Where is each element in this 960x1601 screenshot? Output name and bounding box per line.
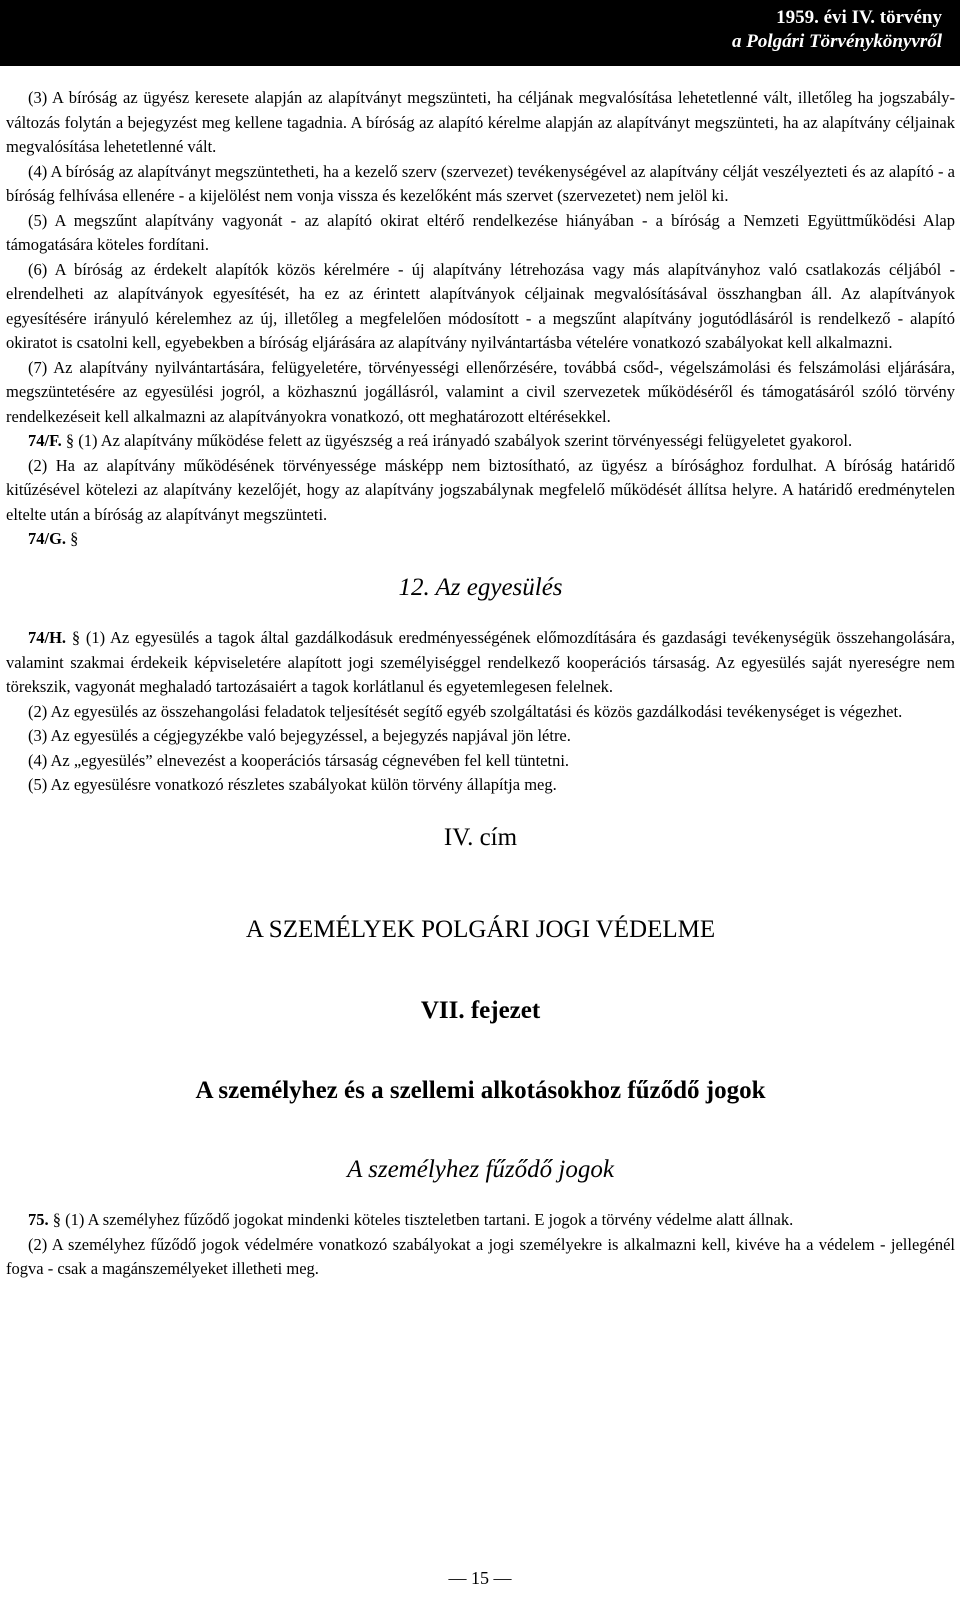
section-number-74h: 74/H.	[28, 628, 67, 647]
header-act-title: 1959. évi IV. törvény	[776, 7, 942, 28]
paragraph-74e-4: (4) A bíróság az alapítványt megszüntetheti, ha a kezelő szerv (szervezet) tevékenységével az alapítvány célját veszélyezteti és az alapító - a bíróság felhívása ellenére - a kijelölést nem vonja vissza és kezelőként más szervet (szervezetet) nem jelöl ki.	[6, 161, 955, 205]
running-header	[0, 0, 960, 66]
paragraph-74h-1	[6, 626, 955, 700]
chapter-subtitle: A személyhez és a szellemi alkotásokhoz fűződő jogok	[195, 1077, 766, 1104]
section-number-74f: 74/F.	[28, 431, 62, 450]
paragraph-74h-2: (2) Az egyesülés az összehangolási feladatok teljesítését segítő egyéb szolgáltatási és közös gazdálkodási tevékenységet is végezhet.	[28, 701, 903, 721]
paragraph-74h-4: (4) Az „egyesülés” elnevezést a kooperációs társaság cégnevében fel kell tüntetni.	[28, 750, 570, 770]
section-number-74g: 74/G.	[28, 529, 67, 548]
document-body	[6, 86, 955, 1282]
paragraph-75-2: (2) A személyhez fűződő jogok védelmére vonatkozó szabályokat a jogi személyekre is alkalmazni kell, kivéve ha a védelem - jellegénél fogva - csak a magánszemélyeket illetheti meg.	[6, 1234, 955, 1278]
paragraph-75-1-text: § (1) A személyhez fűződő jogokat mindenki köteles tiszteletben tartani. E jogok a törvény védelme alatt állnak.	[48, 1210, 794, 1229]
part-subtitle: A SZEMÉLYEK POLGÁRI JOGI VÉDELME	[245, 916, 716, 943]
section-title: A személyhez fűződő jogok	[347, 1155, 614, 1183]
paragraph-74e-3: (3) A bíróság az ügyész keresete alapján az alapítványt megszünteti, ha céljának megvalósítása lehetetlenné vált, illetőleg ha jogszabály-változás folytán a bejegyzést meg kellene tagadnia. A bíróság az alapító kérelme alapján az alapítványt megszünteti, ha az alapítvány céljainak megvalósítása lehetetlenné vált.	[6, 88, 955, 156]
paragraph-74g	[6, 527, 955, 552]
paragraph-74h-5: (5) Az egyesülésre vonatkozó részletes szabályokat külön törvény állapítja meg.	[28, 775, 557, 794]
paragraph-74h-1-text: § (1) Az egyesülés a tagok által gazdálkodásuk eredményességének előmozdítására és gazdasági tevékenységük összehangolására, valamint szakmai érdekeik képviseletére alapított jogi személyiséggel rendelkező kooperációs társaság. Az egyesülés saját nyereségre nem törekszik, vagyonát meghaladó tartozásaiért a tagok korlátlanul és egyetemlegesen felelnek.	[6, 628, 955, 696]
section-number-75: 75.	[28, 1210, 49, 1229]
section-12-title: 12. Az egyesülés	[398, 573, 563, 601]
paragraph-74h-3: (3) Az egyesülés a cégjegyzékbe való bejegyzéssel, a bejegyzés napjával jön létre.	[28, 726, 571, 745]
paragraph-75-1	[6, 1208, 955, 1233]
paragraph-74e-7: (7) Az alapítvány nyilvántartására, felügyeletére, törvényességi ellenőrzésére, továbbá csőd-, végelszámolási és felszámolási eljárására, megszüntetésére az egyesülési jogról, a közhasznú jogállásról, valamint a civil szervezetek működéséről és támogatásáról szóló törvény rendelkezéseit kell alkalmazni az alapítványokra vonatkozó, ott meghatározott eltérésekkel.	[6, 357, 955, 426]
chapter-title: VII. fejezet	[420, 996, 541, 1024]
paragraph-74f-2: (2) Ha az alapítvány működésének törvényessége másképp nem biztosítható, az ügyész a bírósághoz fordulhat. A bíróság határidő kitűzésével kötelezi az alapítvány kezelőjét, hogy az alapítvány jogszabálynak megfelelő működését állítsa helyre. A határidő eredménytelen eltelte után a bíróság az alapítványt megszünteti.	[6, 455, 955, 524]
paragraph-74g-text: §	[66, 529, 79, 548]
paragraph-74f-1	[6, 429, 955, 454]
paragraph-74e-6: (6) A bíróság az érdekelt alapítók közös kérelmére - új alapítvány létrehozása vagy más alapítványhoz való csatlakozás céljából - elrendelheti az alapítványok egyesítését, ha ez az érintett alapítványok céljainak megvalósításával összhangban áll. Az alapítványok egyesítésére irányuló kérelemhez az új, illetőleg a megfelelően módosított - a megszűnt alapítvány jogutódlásáról is rendelkező - alapító okiratot is csatolni kell, egyebekben a bíróság eljárására az alapítvány nyilvántartásba vételére vonatkozó szabályokat kell alkalmazni.	[6, 259, 955, 352]
part-title: IV. cím	[443, 823, 518, 851]
page-number: — 15 —	[448, 1568, 512, 1588]
paragraph-74f-1-text: § (1) Az alapítvány működése felett az ügyészség a reá irányadó szabályok szerint törvényességi felügyeletet gyakorol.	[61, 431, 853, 450]
paragraph-74e-5: (5) A megszűnt alapítvány vagyonát - az alapító okirat eltérő rendelkezése hiányában - a bíróság a Nemzeti Együttműködési Alap támogatására köteles fordítani.	[6, 210, 955, 254]
header-act-subtitle: a Polgári Törvénykönyvről	[731, 31, 942, 52]
